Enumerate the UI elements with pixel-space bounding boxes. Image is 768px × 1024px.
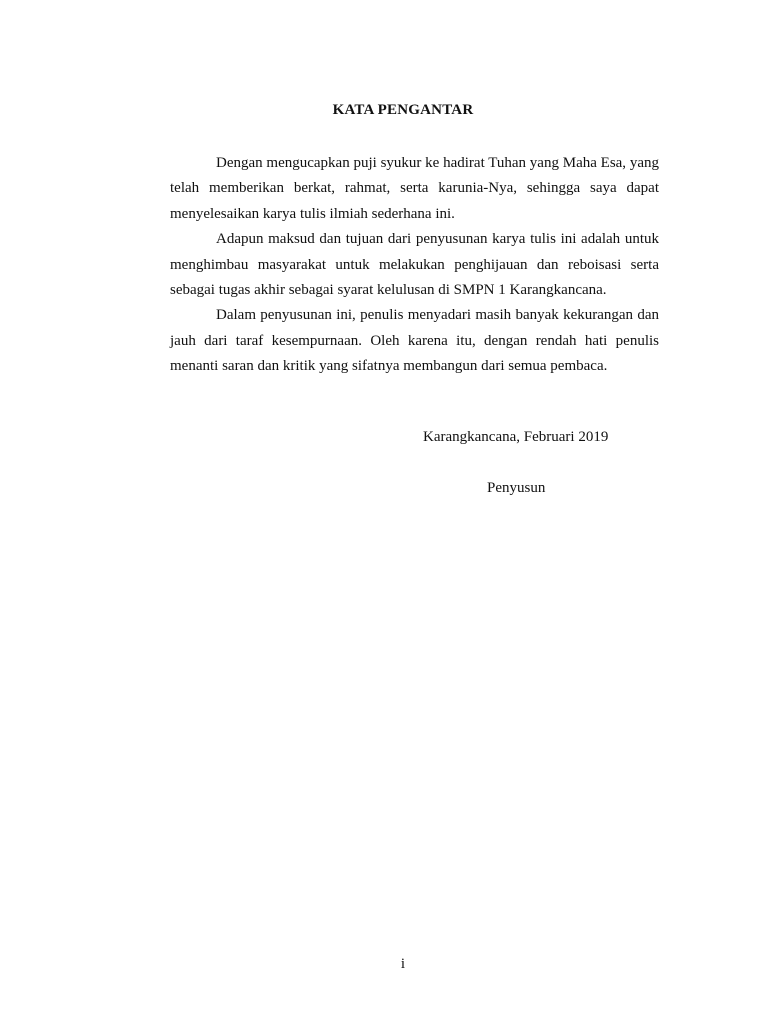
paragraph-2: Adapun maksud dan tujuan dari penyusunan karya tulis ini adalah untuk menghimbau masyarakat untuk melakukan penghijauan dan reboisasi serta sebagai tugas akhir sebagai syarat kelulusan di SMPN 1 Karangkancana.	[170, 231, 659, 299]
place-date: Karangkancana, Februari 2019	[423, 429, 609, 445]
signer-label: Penyusun	[487, 480, 546, 496]
paragraph-1: Dengan mengucapkan puji syukur ke hadirat Tuhan yang Maha Esa, yang telah memberikan berkat, rahmat, serta karunia-Nya, sehingga saya dapat menyelesaikan karya tulis ilmiah sederhana ini.	[170, 155, 659, 222]
paragraph-3: Dalam penyusunan ini, penulis menyadari masih banyak kekurangan dan jauh dari taraf kesempurnaan. Oleh karena itu, dengan rendah hati penulis menanti saran dan kritik yang sifatnya membangun dari semua pembaca.	[170, 307, 659, 375]
page-title: KATA PENGANTAR	[332, 102, 474, 118]
body-text	[170, 151, 659, 380]
page-number: i	[400, 956, 406, 972]
